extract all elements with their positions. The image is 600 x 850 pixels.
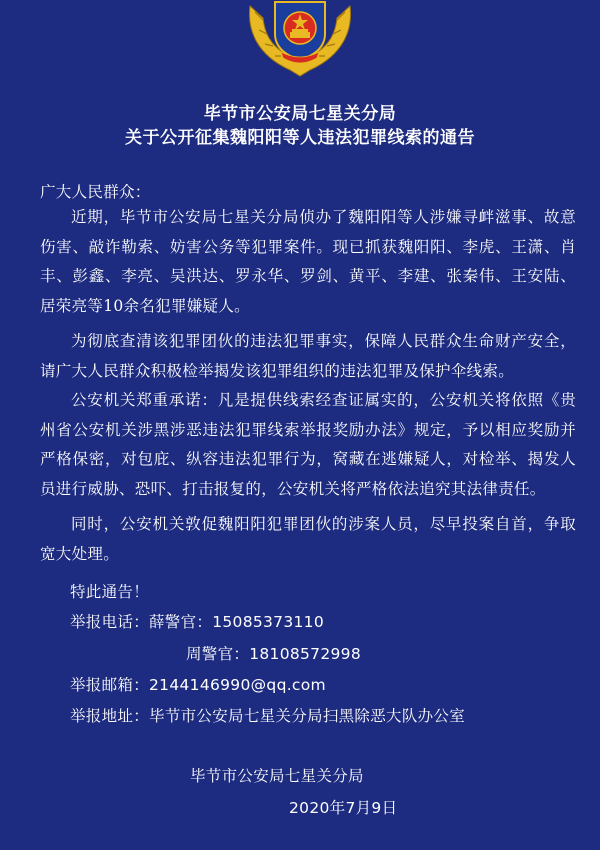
email-label: 举报邮箱： [70, 676, 150, 694]
phone-number-2: 18108572998 [249, 645, 361, 663]
paragraph-1: 近期，毕节市公安局七星关分局侦办了魏阳阳等人涉嫌寻衅滋事、故意伤害、敲诈勒索、妨害公务等犯罪案件。现已抓获魏阳阳、李虎、王潇、肖丰、彭鑫、李亮、吴洪达、罗永华、罗剑、黄平、李建、张秦伟、王安陆、居荣亮等10余名犯罪嫌疑人。 [40, 208, 576, 315]
police-emblem-icon [245, 0, 355, 78]
closing-text: 特此通告！ [70, 583, 150, 601]
paragraph-3: 公安机关郑重承诺：凡是提供线索经查证属实的，公安机关将依照《贵州省公安机关涉黑涉恶违法犯罪线索举报奖励办法》规定，予以相应奖励并严格保密，对包庇、纵容违法犯罪行为，窝藏在逃嫌疑人，对检举、揭发人员进行威胁、恐吓、打击报复的，公安机关将严格依法追究其法律责任。 [40, 391, 576, 498]
paragraph-2: 为彻底查清该犯罪团伙的违法犯罪事实，保障人民群众生命财产安全，请广大人民群众积极检举揭发该犯罪组织的违法犯罪及保护伞线索。 [40, 332, 576, 380]
phone-label: 举报电话：薛警官： [70, 613, 213, 631]
signature-issuer: 毕节市公安局七星关分局 [190, 767, 364, 785]
address-line [70, 704, 465, 726]
email-address: 2144146990@qq.com [149, 676, 326, 694]
notice-issuer-title: 毕节市公安局七星关分局 [203, 104, 397, 124]
phone-line-2 [186, 642, 361, 664]
signature-date: 2020年7月9日 [289, 799, 398, 817]
notice-title: 关于公开征集魏阳阳等人违法犯罪线索的通告 [125, 128, 475, 148]
address-label: 举报地址： [70, 707, 150, 725]
phone-number-1: 15085373110 [212, 613, 324, 631]
phone-2-label: 周警官： [186, 645, 250, 663]
phone-line-1 [70, 610, 324, 632]
address-value: 毕节市公安局七星关分局扫黑除恶大队办公室 [149, 707, 466, 725]
paragraph-4: 同时，公安机关敦促魏阳阳犯罪团伙的涉案人员，尽早投案自首，争取宽大处理。 [40, 515, 576, 563]
email-line [70, 673, 326, 695]
salutation: 广大人民群众： [40, 183, 151, 201]
